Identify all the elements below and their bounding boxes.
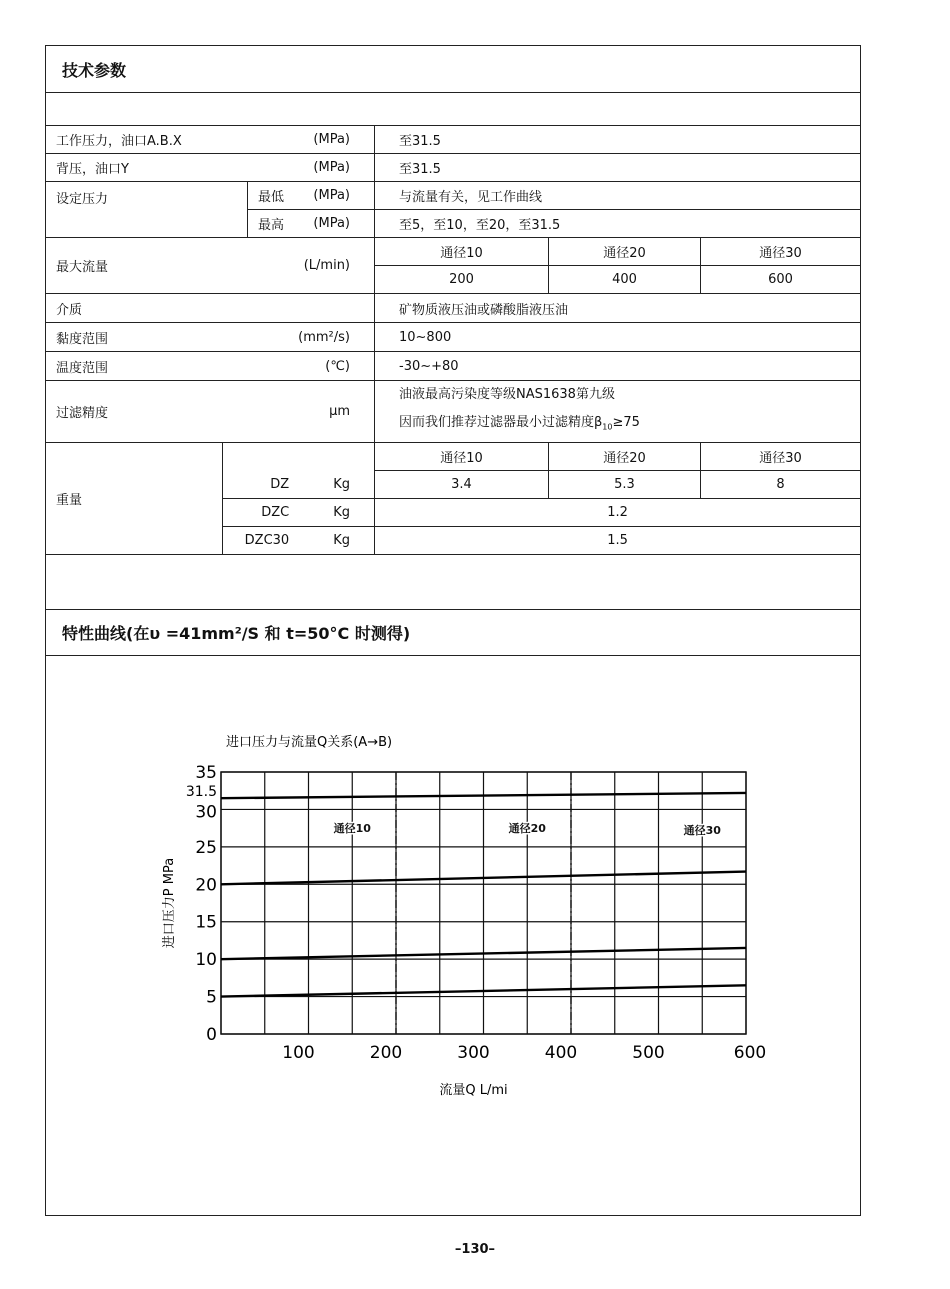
section-title: 技术参数 bbox=[46, 46, 861, 93]
value: 5.3 bbox=[549, 470, 701, 498]
header: 通径10 bbox=[375, 238, 549, 266]
row-viscosity bbox=[46, 323, 861, 352]
row-medium bbox=[46, 294, 861, 323]
model: DZ bbox=[270, 476, 290, 492]
annotation-label: 通径10 bbox=[333, 821, 371, 835]
value: 至31.5 bbox=[375, 126, 861, 154]
value: 200 bbox=[375, 266, 549, 294]
row-temperature bbox=[46, 352, 861, 381]
subscript: 10 bbox=[602, 422, 613, 432]
row-max-flow bbox=[46, 238, 861, 266]
page-number: –130– bbox=[454, 1242, 496, 1257]
label: 温度范围 bbox=[56, 360, 109, 376]
y-tick-label: 31.5 bbox=[185, 783, 217, 800]
unit: (L/min) bbox=[303, 258, 350, 273]
unit: (MPa) bbox=[313, 216, 350, 231]
unit: (MPa) bbox=[313, 188, 350, 203]
unit: (mm²/s) bbox=[298, 329, 350, 345]
row-working-pressure bbox=[46, 126, 861, 154]
label: 最大流量 bbox=[56, 260, 109, 275]
max-label: 最高 bbox=[258, 218, 285, 233]
row-back-pressure bbox=[46, 154, 861, 182]
x-tick-label: 300 bbox=[457, 1042, 490, 1063]
y-axis-label: 进口压力P MPa bbox=[162, 857, 177, 948]
value: 与流量有关，见工作曲线 bbox=[375, 182, 861, 210]
x-tick-label: 500 bbox=[632, 1042, 665, 1063]
unit: Kg bbox=[333, 476, 350, 492]
chart-title: 进口压力与流量Q关系(A→B) bbox=[226, 734, 393, 750]
header: 通径20 bbox=[549, 238, 701, 266]
label: 介质 bbox=[46, 294, 375, 323]
y-tick-label: 20 bbox=[195, 874, 217, 895]
y-tick-label: 35 bbox=[195, 762, 217, 783]
text: ≥75 bbox=[612, 415, 640, 430]
chart-cell bbox=[46, 655, 861, 1215]
x-tick-label: 200 bbox=[369, 1042, 403, 1063]
label: 重量 bbox=[46, 442, 223, 554]
value: 10~800 bbox=[375, 323, 861, 352]
label: 背压，油口Y bbox=[56, 162, 129, 177]
x-tick-label: 100 bbox=[282, 1042, 315, 1063]
unit: (℃) bbox=[325, 358, 350, 374]
value: 至31.5 bbox=[375, 154, 861, 182]
unit: Kg bbox=[333, 504, 350, 520]
label: 过滤精度 bbox=[56, 405, 109, 421]
x-axis-label: 流量Q L/mi bbox=[439, 1082, 508, 1098]
value: 1.5 bbox=[375, 526, 861, 554]
unit: Kg bbox=[333, 532, 350, 548]
y-tick-label: 15 bbox=[195, 912, 217, 933]
label: 黏度范围 bbox=[56, 331, 109, 347]
curve-section-title: 特性曲线(在υ =41mm²/S 和 t=50°C 时测得) bbox=[46, 609, 861, 655]
header: 通径10 bbox=[375, 442, 549, 470]
value: 1.2 bbox=[375, 498, 861, 526]
unit: μm bbox=[329, 403, 350, 419]
y-tick-label: 25 bbox=[195, 837, 217, 858]
blank-row bbox=[46, 554, 861, 609]
row-weight-header bbox=[46, 442, 861, 470]
header: 通径30 bbox=[701, 442, 861, 470]
value: 400 bbox=[549, 266, 701, 294]
row-set-pressure-min bbox=[46, 182, 861, 210]
header: 通径20 bbox=[549, 442, 701, 470]
text: 因而我们推荐过滤器最小过滤精度β bbox=[399, 415, 603, 430]
unit: (MPa) bbox=[313, 132, 350, 147]
spec-table bbox=[45, 45, 861, 1216]
annotation-label: 通径20 bbox=[508, 821, 546, 835]
value: -30~+80 bbox=[375, 352, 861, 381]
row-filtration bbox=[46, 381, 861, 443]
value: 至5，至10，至20，至31.5 bbox=[375, 210, 861, 238]
value: 600 bbox=[701, 266, 861, 294]
filtration-line-1: 油液最高污染度等级NAS1638第九级 bbox=[399, 387, 615, 402]
annotation-label: 通径30 bbox=[683, 823, 721, 837]
unit: (MPa) bbox=[313, 160, 350, 175]
min-label: 最低 bbox=[258, 190, 285, 205]
header: 通径30 bbox=[701, 238, 861, 266]
label: 工作压力，油口A.B.X bbox=[56, 134, 182, 149]
y-tick-label: 0 bbox=[206, 1024, 217, 1045]
label: 设定压力 bbox=[46, 182, 248, 238]
model: DZC bbox=[261, 504, 290, 520]
x-tick-label: 400 bbox=[544, 1042, 578, 1063]
filtration-line-2 bbox=[399, 409, 850, 442]
value: 3.4 bbox=[375, 470, 549, 498]
model: DZC30 bbox=[244, 532, 290, 548]
value: 矿物质液压油或磷酸脂液压油 bbox=[375, 294, 861, 323]
y-tick-label: 5 bbox=[206, 987, 217, 1008]
pressure-flow-chart bbox=[46, 656, 859, 1211]
value: 8 bbox=[701, 470, 861, 498]
x-tick-label: 600 bbox=[733, 1042, 767, 1063]
y-tick-label: 10 bbox=[195, 949, 217, 970]
blank-row bbox=[46, 93, 861, 126]
y-tick-label: 30 bbox=[195, 802, 217, 823]
